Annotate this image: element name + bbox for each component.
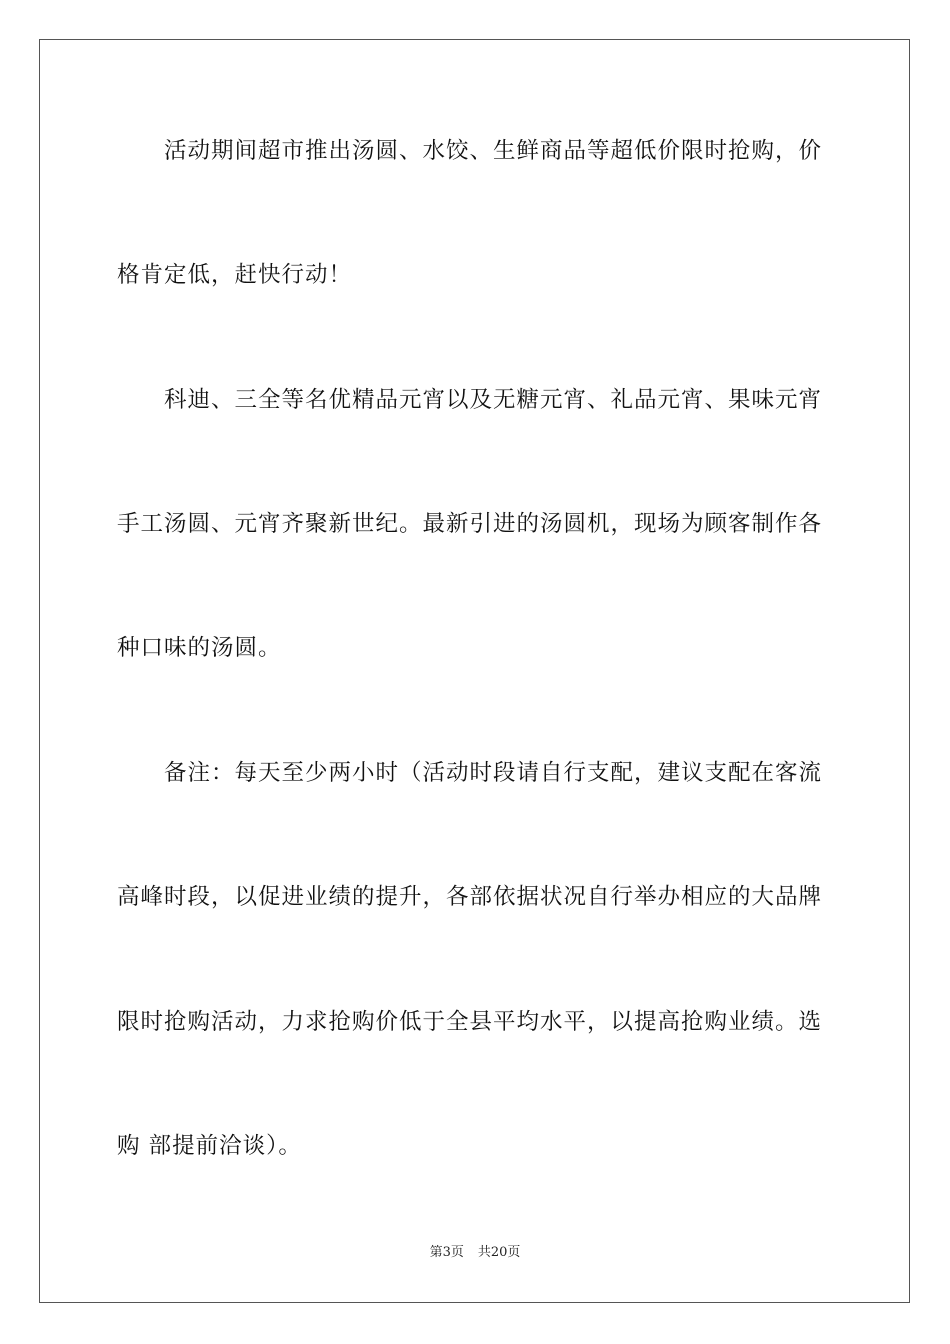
paragraph-1-line-1: 活动期间超市推出汤圆、水饺、生鲜商品等超低价限时抢购，价 (164, 138, 823, 164)
page-number: 第3页 (429, 1245, 464, 1260)
paragraph-3-line-1: 备注：每天至少两小时（活动时段请自行支配，建议支配在客流 (164, 760, 823, 786)
paragraph-3-line-3: 限时抢购活动，力求抢购价低于全县平均水平，以提高抢购业绩。选 (117, 1009, 823, 1035)
page-total: 共20页 (477, 1245, 521, 1260)
paragraph-2-line-2: 手工汤圆、元宵齐聚新世纪。最新引进的汤圆机，现场为顾客制作各 (117, 511, 823, 537)
paragraph-2-line-1: 科迪、三全等名优精品元宵以及无糖元宵、礼品元宵、果味元宵 (164, 387, 823, 413)
paragraph-2-line-3: 种口味的汤圆。 (117, 635, 282, 661)
page-border (39, 39, 910, 1303)
paragraph-1-line-2: 格肯定低，赶快行动！ (117, 262, 353, 288)
page-footer (0, 1245, 950, 1261)
paragraph-3-line-4: 购 部提前洽谈）。 (117, 1133, 302, 1159)
paragraph-3-line-2: 高峰时段，以促进业绩的提升，各部依据状况自行举办相应的大品牌 (117, 884, 823, 910)
